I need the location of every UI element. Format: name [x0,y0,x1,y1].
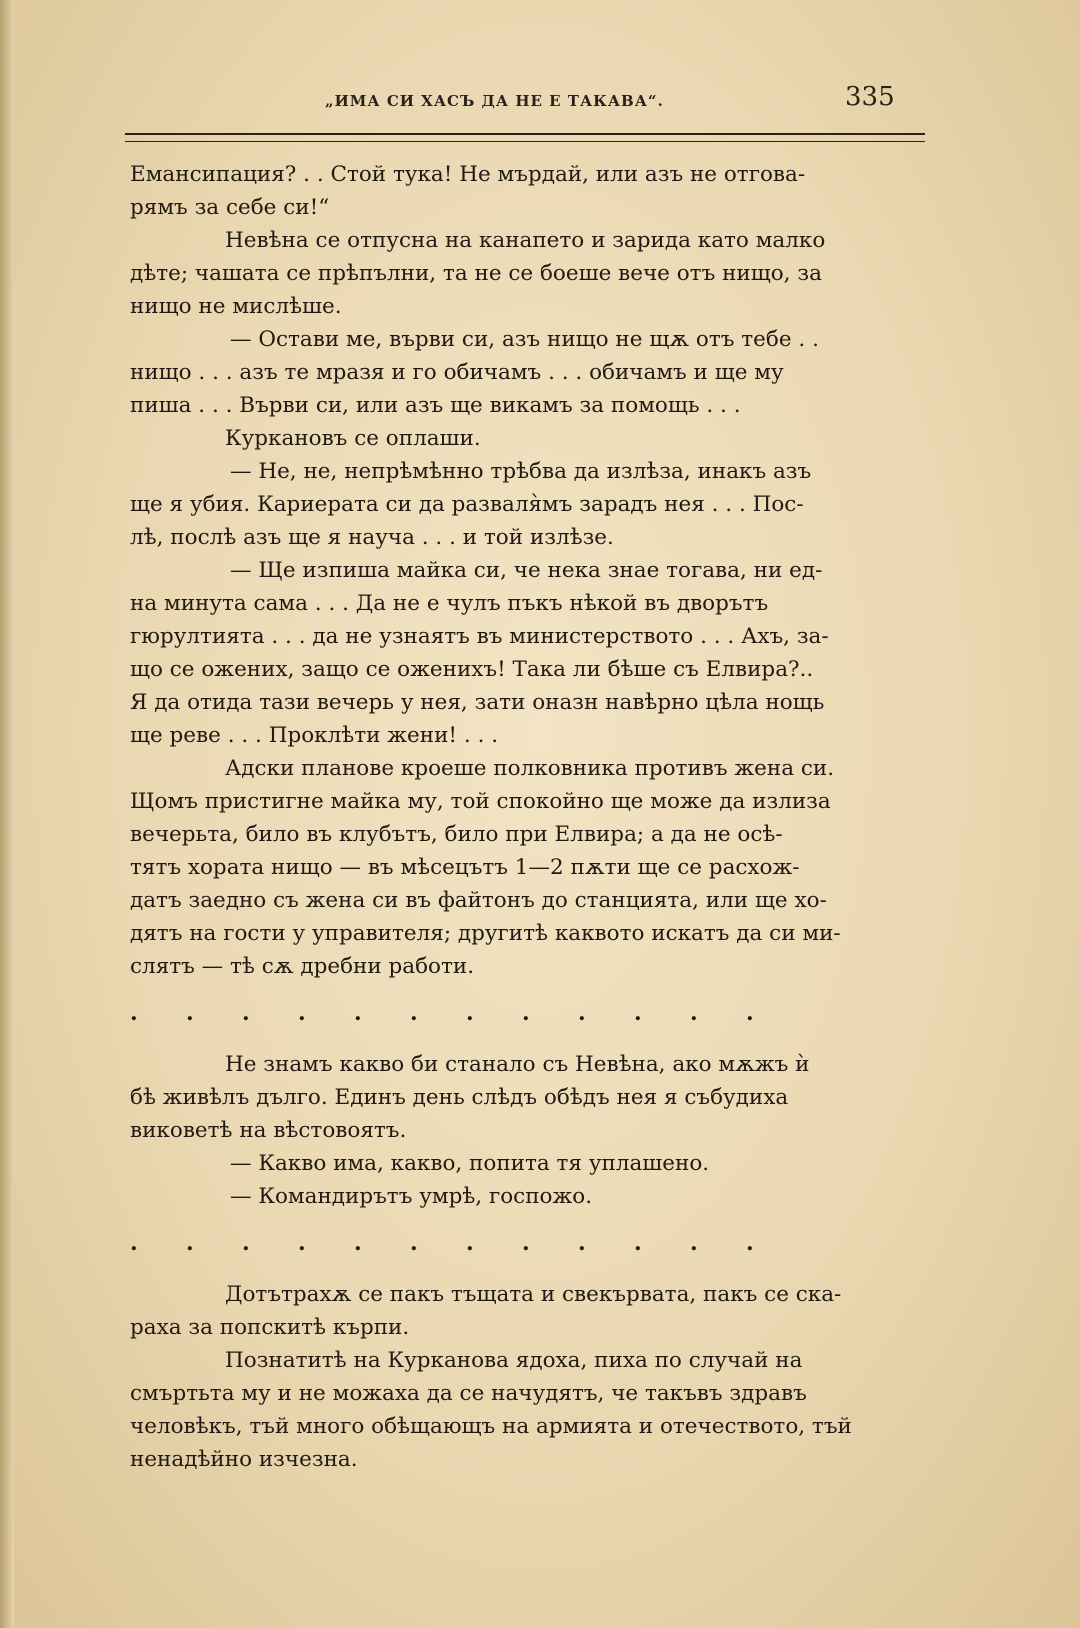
separator-dot: . [578,1230,586,1256]
section-separator-2 [130,1213,930,1278]
separator-dot: . [354,1230,362,1256]
text-line: Куркановъ се оплаши. [225,426,481,451]
text-line: нищо не мислѣше. [130,294,342,319]
separator-dot: . [578,1000,586,1026]
text-line: Дотътрахѫ се пакъ тъщата и свекървата, пакъ се ска- [225,1282,842,1307]
separator-dot: . [466,1230,474,1256]
separator-dot: . [634,1000,642,1026]
separator-dot: . [522,1230,530,1256]
text-line: тятъ хората нищо — въ мѣсецътъ 1—2 пѫти ще се расхож- [130,855,800,880]
separator-dot: . [466,1000,474,1026]
separator-dot: . [410,1230,418,1256]
text-line: — Какво има, какво, попита тя уплашено. [230,1151,710,1176]
separator-dot: . [242,1000,250,1026]
text-line: ще реве . . . Проклѣти жени! . . . [130,723,499,748]
text-line: человѣкъ, тъй много обѣщающъ на армията и отечеството, тъй [130,1414,852,1439]
page-spine-shadow [0,0,14,1628]
separator-dot: . [746,1000,754,1026]
text-line: — Остави ме, върви си, азъ нищо не щѫ отъ тебе . . [230,327,819,352]
separator-dot: . [634,1230,642,1256]
running-title: „ИМА СИ ХАСЪ ДА НЕ Е ТАКАВА“. [325,92,664,110]
text-line: рямъ за себе си!“ [130,195,330,220]
separator-dot: . [186,1000,194,1026]
separator-dot: . [298,1000,306,1026]
text-line: Не знамъ какво би станало съ Невѣна, ако мѫжъ ѝ [225,1052,810,1077]
text-line: ще я убия. Кариерата си да разваля̀мъ зарадъ нея . . . Пос- [130,492,804,517]
separator-dot: . [130,1230,138,1256]
body-text [130,158,930,1476]
text-line: слятъ — тѣ сѫ дребни работи. [130,954,475,979]
text-line: ненадѣйно изчезна. [130,1447,358,1472]
section-separator [130,983,930,1048]
text-line: дѣте; чашата се прѣпълни, та не се боеше вече отъ нищо, за [130,261,822,286]
separator-dot: . [522,1000,530,1026]
text-line: Я да отида тази вечерь у нея, зати оназн навѣрно цѣла нощь [130,690,825,715]
text-line: бѣ живѣлъ дълго. Единъ день слѣдъ обѣдъ нея я събудиха [130,1085,789,1110]
text-line: що се ожених, защо се оженихъ! Така ли бѣше съ Елвира?.. [130,657,814,682]
text-line: пиша . . . Върви си, или азъ ще викамъ за помощь . . . [130,393,741,418]
text-line: Адски планове кроеше полковника противъ жена си. [225,756,835,781]
separator-dot: . [354,1000,362,1026]
separator-dot: . [298,1230,306,1256]
text-line: лѣ, послѣ азъ ще я науча . . . и той излѣзе. [130,525,614,550]
text-line: смъртьта му и не можаха да се начудятъ, че такъвъ здравъ [130,1381,807,1406]
text-line: — Командирътъ умрѣ, госпожо. [230,1184,593,1209]
separator-dot: . [130,1000,138,1026]
text-line: виковетѣ на вѣстовоятъ. [130,1118,407,1143]
text-line: раха за попскитѣ кърпи. [130,1315,410,1340]
text-line: дятъ на гости у управителя; другитѣ каквото искатъ да си ми- [130,921,841,946]
text-line: на минута сама . . . Да не е чулъ пъкъ нѣкой въ дворътъ [130,591,769,616]
separator-dot: . [690,1000,698,1026]
text-line: Познатитѣ на Курканова ядоха, пиха по случай на [225,1348,803,1373]
text-line: датъ заедно съ жена си въ файтонъ до станцията, или ще хо- [130,888,827,913]
text-line: — Не, не, непрѣмѣнно трѣбва да излѣза, инакъ азъ [230,459,812,484]
separator-dot: . [242,1230,250,1256]
text-line: вечерьта, било въ клубътъ, било при Елвира; а да не осѣ- [130,822,783,847]
page-header [125,80,925,130]
text-line: Емансипация? . . Стой тука! Не мърдай, или азъ не отгова- [130,162,806,187]
separator-dot: . [690,1230,698,1256]
separator-dot: . [186,1230,194,1256]
text-line: нищо . . . азъ те мразя и го обичамъ . . . обичамъ и ще му [130,360,784,385]
text-line: — Ще изпиша майка си, че нека знае тогава, ни ед- [230,558,823,583]
text-line: гюрултията . . . да не узнаятъ въ министерството . . . Ахъ, за- [130,624,829,649]
separator-dot: . [746,1230,754,1256]
text-line: Невѣна се отпусна на канапето и зарида като малко [225,228,826,253]
page-number: 335 [845,82,895,112]
separator-dot: . [410,1000,418,1026]
header-rule [125,133,925,142]
text-line: Щомъ пристигне майка му, той спокойно ще може да излиза [130,789,831,814]
